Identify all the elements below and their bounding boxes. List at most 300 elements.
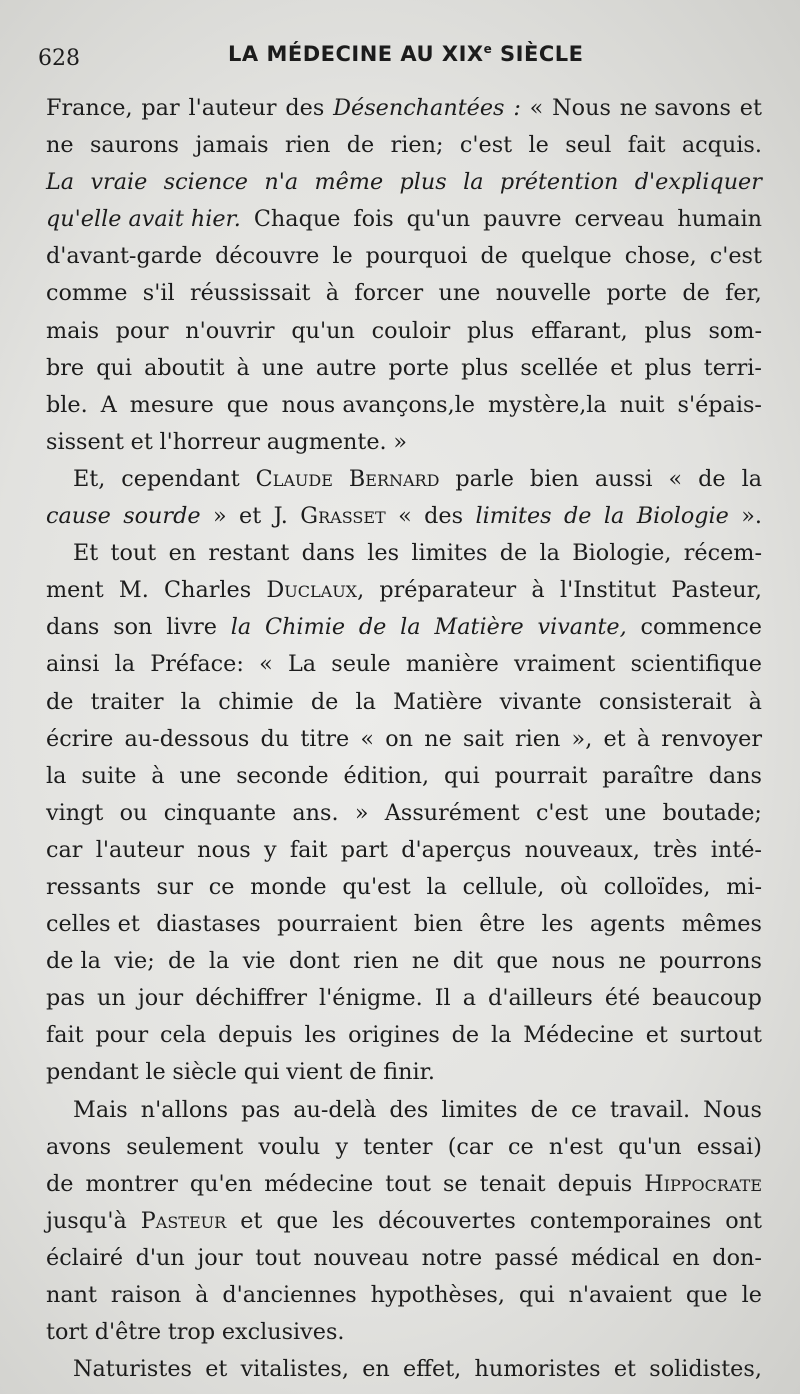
- word: «: [259, 651, 273, 678]
- page-header: [38, 42, 758, 74]
- word: limites: [411, 540, 488, 567]
- word: sur: [156, 873, 194, 900]
- word: sourde: [123, 503, 201, 530]
- word: nous: [197, 836, 251, 863]
- word: saurons: [89, 132, 179, 159]
- word: plus: [467, 317, 515, 344]
- word: par: [141, 95, 180, 121]
- word: de: [310, 688, 339, 715]
- word: d'un: [135, 1244, 185, 1271]
- word: été: [604, 985, 641, 1012]
- word: plus: [399, 169, 447, 196]
- word: l'énigme.: [319, 985, 423, 1012]
- word: car: [46, 836, 83, 863]
- word: Médecine: [523, 1022, 634, 1049]
- running-title-main: LA MÉDECINE AU XIX: [228, 42, 484, 66]
- word: de: [358, 614, 387, 641]
- word: ne savons: [619, 95, 731, 121]
- word: sissent: [46, 428, 124, 455]
- word: récem-: [683, 540, 762, 567]
- word: découvre: [215, 243, 320, 270]
- word: monde: [250, 873, 327, 900]
- word: dit: [452, 948, 484, 975]
- word: la: [603, 503, 625, 530]
- word: »: [212, 503, 227, 530]
- text-line: [46, 350, 762, 387]
- word: colloïdes,: [603, 873, 711, 900]
- text-line: [46, 684, 762, 721]
- word: La: [46, 169, 75, 196]
- word: se: [442, 1170, 468, 1197]
- word: acquis.: [681, 132, 762, 159]
- word: bien: [529, 465, 579, 492]
- word: y: [335, 1133, 349, 1160]
- word: som-: [708, 317, 762, 344]
- word: prétention: [499, 169, 619, 196]
- word: mystère,la: [488, 391, 607, 418]
- text-line: [46, 832, 762, 869]
- word: seconde: [236, 762, 329, 789]
- word: hypothèses,: [370, 1282, 505, 1308]
- word: la: [355, 688, 376, 715]
- word: une: [604, 799, 647, 826]
- text-line: [46, 758, 762, 795]
- text-line: [46, 943, 762, 980]
- word: M.: [118, 577, 149, 604]
- word: ou: [119, 799, 148, 826]
- word: la: [463, 169, 484, 196]
- word: chose,: [624, 243, 697, 270]
- word: dont: [288, 948, 340, 975]
- word: n'a: [264, 169, 299, 196]
- word: y: [263, 836, 277, 863]
- word: qui: [96, 354, 132, 381]
- word: Et: [73, 540, 99, 567]
- word: Préface:: [150, 651, 244, 678]
- word: éclairé: [46, 1244, 124, 1271]
- word: essai): [696, 1133, 762, 1160]
- word: contemporaines: [529, 1207, 712, 1234]
- word: montrer: [85, 1170, 178, 1197]
- word: ce: [508, 1133, 534, 1160]
- word: «: [360, 725, 375, 752]
- word: La: [287, 651, 317, 678]
- word: cinquante: [163, 799, 277, 826]
- word: médecine: [264, 1170, 374, 1197]
- word: ble.: [46, 391, 88, 418]
- page-number: 628: [38, 46, 80, 71]
- word: ne: [46, 132, 74, 159]
- text-line: [46, 609, 762, 646]
- word: Nous: [703, 1096, 762, 1123]
- word: une: [179, 762, 222, 789]
- word: où: [560, 873, 588, 900]
- word: d'aperçus: [401, 836, 512, 863]
- word: à: [531, 577, 545, 604]
- word: n'ouvrir: [185, 317, 275, 344]
- text-line: [46, 1277, 762, 1314]
- word: vie;: [114, 948, 155, 975]
- word: »: [393, 428, 407, 455]
- word: don-: [712, 1244, 762, 1271]
- word: rien: [353, 948, 399, 975]
- word: qui: [518, 1282, 555, 1308]
- word: dans: [301, 540, 355, 567]
- word: l'horreur: [159, 428, 261, 455]
- text-line: [46, 1240, 762, 1277]
- word: passé: [494, 1244, 559, 1271]
- word: nouvelle: [495, 280, 592, 307]
- word: de: [46, 688, 74, 715]
- word: la: [46, 762, 67, 789]
- word: découvertes: [378, 1207, 516, 1234]
- word: «: [398, 503, 412, 530]
- word: manière: [405, 651, 499, 678]
- word: d'être: [94, 1319, 162, 1346]
- word: ce: [571, 1096, 597, 1123]
- text-line: [46, 498, 762, 535]
- word: l'Institut: [559, 577, 657, 604]
- word: mêmes: [681, 911, 762, 938]
- text-line: [46, 424, 762, 461]
- word: suite: [81, 762, 137, 789]
- word: tort: [46, 1319, 89, 1346]
- word: Mais: [73, 1096, 128, 1123]
- word: paraître: [602, 762, 694, 789]
- word: réussissait: [189, 280, 311, 307]
- word: tenter: [363, 1133, 433, 1160]
- word: jusqu'à: [46, 1207, 127, 1234]
- word: restant: [208, 540, 290, 567]
- word: terri-: [703, 354, 762, 381]
- word: médical: [570, 1244, 660, 1271]
- word: préparateur: [379, 577, 517, 604]
- word: Matière: [393, 688, 483, 715]
- text-line: [46, 1054, 762, 1091]
- word: seule: [331, 651, 391, 678]
- word: de: [168, 948, 196, 975]
- word: nous avançons,le: [281, 391, 475, 418]
- text-line: [46, 1166, 762, 1203]
- word: rien: [515, 725, 561, 752]
- word: fer,: [725, 280, 762, 307]
- word: de: [349, 1059, 377, 1086]
- word: A: [100, 391, 117, 418]
- word: «: [668, 465, 683, 492]
- word: rien;: [390, 132, 444, 159]
- word: parle: [455, 465, 514, 492]
- word: ainsi: [46, 651, 100, 678]
- word: de: [46, 1170, 74, 1197]
- text-line: [46, 313, 762, 350]
- word: à: [236, 354, 250, 381]
- word: de: [451, 1022, 480, 1049]
- word: science: [163, 169, 248, 196]
- text-line: [46, 646, 762, 683]
- word: ont: [725, 1207, 762, 1234]
- word: le: [145, 1059, 166, 1086]
- word: forcer: [354, 280, 424, 307]
- word: solidistes,: [649, 1356, 762, 1383]
- word: pour: [95, 1022, 149, 1049]
- word: Il: [434, 985, 451, 1012]
- word: qu'un: [291, 317, 355, 344]
- word: (car: [447, 1133, 493, 1160]
- word: fait: [289, 836, 328, 863]
- text-line: [46, 535, 762, 572]
- word: exclusives.: [221, 1319, 345, 1346]
- word: la: [539, 540, 560, 567]
- word: en: [168, 540, 197, 567]
- word: ne: [424, 725, 452, 752]
- word: pauvre: [483, 206, 562, 233]
- word: avons: [46, 1133, 112, 1160]
- word: qui: [243, 1059, 280, 1086]
- text-line: [46, 795, 762, 832]
- word: que: [226, 391, 269, 418]
- word: plus: [644, 317, 692, 344]
- word: beaucoup: [652, 985, 762, 1012]
- word: Naturistes: [73, 1356, 192, 1383]
- word: de: [480, 243, 508, 270]
- word: que: [276, 1207, 319, 1234]
- word: rien: [284, 132, 331, 159]
- word: et: [613, 1356, 637, 1383]
- word: vient: [286, 1059, 343, 1086]
- word: origines: [348, 1022, 440, 1049]
- word: d'ailleurs: [488, 985, 593, 1012]
- word: pour: [115, 317, 169, 344]
- word: cause: [46, 503, 111, 530]
- word: de: [530, 1096, 559, 1123]
- running-title-end: SIÈCLE: [492, 42, 584, 66]
- word: fait: [627, 132, 666, 159]
- word: Chimie: [265, 614, 346, 641]
- word: pourraient: [277, 911, 398, 938]
- word: nouveaux,: [524, 836, 640, 863]
- word: qu'un: [618, 1133, 682, 1160]
- word: dans: [46, 614, 100, 641]
- word: renvoyer: [661, 725, 762, 752]
- word: qu'elle avait hier.: [46, 206, 241, 233]
- word: s'épais-: [677, 391, 762, 418]
- text-line: [46, 275, 762, 312]
- word: l'auteur: [95, 836, 184, 863]
- word: limites: [475, 503, 552, 530]
- word: Et,: [73, 465, 106, 492]
- body-text: [46, 90, 762, 1388]
- word: c'est: [459, 132, 513, 159]
- word: de: [682, 280, 710, 307]
- word: la: [426, 873, 447, 900]
- word: Assurément: [384, 799, 520, 826]
- word: jamais: [195, 132, 269, 159]
- word: comme: [46, 280, 128, 307]
- word: plus: [461, 354, 509, 381]
- word: :: [513, 95, 521, 121]
- word: la: [208, 948, 230, 975]
- word: c'est: [535, 799, 589, 826]
- word: qui: [443, 762, 480, 789]
- word: jour: [197, 1244, 243, 1271]
- word: la: [400, 614, 421, 641]
- word: bien: [413, 911, 463, 938]
- word: tout: [255, 1244, 301, 1271]
- word: les: [304, 1022, 337, 1049]
- word: les: [332, 1207, 365, 1234]
- word: des: [424, 503, 464, 530]
- word: bre: [46, 354, 85, 381]
- word: cellule,: [462, 873, 545, 900]
- text-line: [46, 90, 762, 127]
- word: la: [490, 1022, 512, 1049]
- word: humain: [677, 206, 762, 233]
- word: de: [499, 540, 528, 567]
- word: son: [113, 614, 153, 641]
- word: au-dessous: [124, 725, 250, 752]
- word: Bernard: [348, 465, 440, 492]
- word: écrire: [46, 725, 114, 752]
- text-line: [46, 387, 762, 424]
- word: d'expliquer: [634, 169, 762, 196]
- text-line: [46, 906, 762, 943]
- word: Duclaux,: [266, 577, 365, 604]
- word: les: [367, 540, 400, 567]
- word: qu'en: [189, 1170, 253, 1197]
- word: à: [151, 762, 165, 789]
- text-line: [46, 1314, 762, 1351]
- word: seulement: [126, 1133, 244, 1160]
- text-line: [46, 1017, 762, 1054]
- word: aboutit: [144, 354, 225, 381]
- word: Chaque: [253, 206, 341, 233]
- word: vie: [242, 948, 276, 975]
- word: ce: [208, 873, 235, 900]
- word: ne: [411, 948, 440, 975]
- word: la: [114, 651, 136, 678]
- word: l'auteur: [188, 95, 277, 121]
- word: édition,: [343, 762, 430, 789]
- word: et: [205, 1356, 228, 1383]
- word: »,: [571, 725, 593, 752]
- word: travail.: [609, 1096, 691, 1123]
- word: couloir: [371, 317, 451, 344]
- text-line: [46, 572, 762, 609]
- word: la: [230, 614, 252, 641]
- word: et: [239, 503, 262, 530]
- word: mi-: [726, 873, 762, 900]
- running-title: [228, 42, 583, 66]
- word: la: [180, 688, 202, 715]
- word: n'est: [548, 1133, 603, 1160]
- word: raison: [110, 1282, 182, 1308]
- word: en: [362, 1356, 390, 1383]
- word: ressants: [46, 873, 141, 900]
- word: tout: [385, 1170, 431, 1197]
- word: humoristes: [474, 1356, 601, 1383]
- word: pourrait: [494, 762, 588, 789]
- word: effarant,: [530, 317, 628, 344]
- word: commence: [640, 614, 762, 641]
- word: n'avaient: [568, 1282, 672, 1308]
- word: aussi: [594, 465, 653, 492]
- word: une: [261, 354, 304, 381]
- word: que: [685, 1282, 728, 1308]
- word: celles et: [46, 911, 140, 938]
- word: depuis: [557, 1170, 633, 1197]
- word: livre: [166, 614, 217, 641]
- word: le: [528, 132, 549, 159]
- word: Biologie,: [572, 540, 672, 567]
- word: mais: [46, 317, 100, 344]
- word: traiter: [90, 688, 164, 715]
- word: à: [195, 1282, 209, 1308]
- word: Biologie: [636, 503, 729, 530]
- word: porte: [606, 280, 667, 307]
- word: vivante,: [537, 614, 627, 641]
- word: fait: [46, 1022, 84, 1049]
- word: s'il: [142, 280, 175, 307]
- word: augmente.: [266, 428, 387, 455]
- word: de: [698, 465, 726, 492]
- word: c'est: [709, 243, 762, 270]
- word: ne: [618, 948, 647, 975]
- word: Hippocrate: [644, 1170, 762, 1197]
- word: vivante: [499, 688, 582, 715]
- word: à: [325, 280, 340, 307]
- text-line: [46, 1092, 762, 1129]
- text-line: [46, 721, 762, 758]
- word: porte: [388, 354, 449, 381]
- word: cependant: [121, 465, 240, 492]
- word: surtout: [679, 1022, 762, 1049]
- word: nouveau: [313, 1244, 410, 1271]
- word: à: [748, 688, 762, 715]
- text-line: [46, 201, 762, 238]
- word: même: [314, 169, 384, 196]
- word: et: [130, 428, 153, 455]
- word: scellée: [520, 354, 599, 381]
- word: effet,: [402, 1356, 462, 1383]
- word: agents: [589, 911, 666, 938]
- word: jour: [137, 985, 184, 1012]
- word: pourrons: [659, 948, 762, 975]
- word: et: [610, 354, 633, 381]
- word: un: [97, 985, 126, 1012]
- word: depuis: [218, 1022, 293, 1049]
- word: «: [529, 95, 544, 121]
- word: siècle: [172, 1059, 238, 1086]
- word: de la: [46, 948, 101, 975]
- word: déchiffrer: [195, 985, 308, 1012]
- word: être: [479, 911, 526, 938]
- word: »: [354, 799, 369, 826]
- word: nant: [46, 1282, 97, 1308]
- word: Nous: [552, 95, 611, 121]
- word: et: [739, 95, 762, 121]
- word: Matière: [434, 614, 524, 641]
- word: Pasteur: [140, 1207, 227, 1234]
- word: pas: [46, 985, 86, 1012]
- word: n'allons: [140, 1096, 229, 1123]
- word: une: [438, 280, 481, 307]
- word: à: [636, 725, 651, 752]
- word: vitalistes,: [240, 1356, 349, 1383]
- text-line: [46, 238, 762, 275]
- word: boutade;: [662, 799, 762, 826]
- word: en: [672, 1244, 700, 1271]
- word: et: [603, 725, 626, 752]
